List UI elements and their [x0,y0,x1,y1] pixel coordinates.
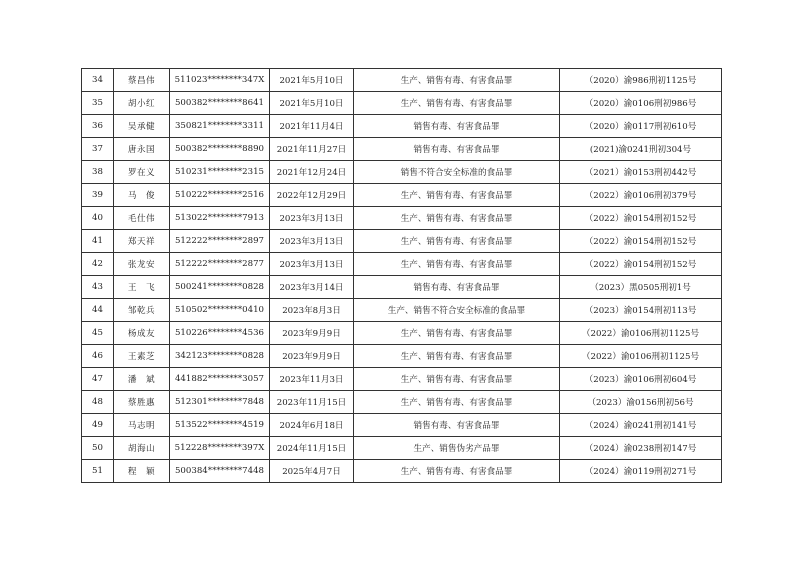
table-row [82,161,722,184]
table-row [82,345,722,368]
case-number: （2022）渝0106刑初1125号 [560,322,722,345]
id-number: 510502********0410 [170,299,270,322]
row-number: 41 [82,230,114,253]
crime-name: 生产、销售伪劣产品罪 [354,437,560,460]
id-number: 512222********2877 [170,253,270,276]
record-date: 2023年8月3日 [270,299,354,322]
crime-name: 销售不符合安全标准的食品罪 [354,161,560,184]
crime-name: 生产、销售有毒、有害食品罪 [354,230,560,253]
row-number: 34 [82,69,114,92]
row-number: 40 [82,207,114,230]
row-number: 35 [82,92,114,115]
case-number: （2020）渝986刑初1125号 [560,69,722,92]
row-number: 39 [82,184,114,207]
table-row [82,299,722,322]
person-name: 邹乾兵 [114,299,170,322]
table-row [82,322,722,345]
case-number: （2024）渝0238刑初147号 [560,437,722,460]
id-number: 342123********0828 [170,345,270,368]
person-name: 马志明 [114,414,170,437]
id-number: 500382********8641 [170,92,270,115]
person-name: 胡小红 [114,92,170,115]
row-number: 43 [82,276,114,299]
id-number: 513022********7913 [170,207,270,230]
id-number: 511023********347X [170,69,270,92]
record-date: 2021年12月24日 [270,161,354,184]
id-number: 512222********2897 [170,230,270,253]
id-number: 512301********7848 [170,391,270,414]
person-name: 张龙安 [114,253,170,276]
record-date: 2023年3月13日 [270,207,354,230]
person-name: 程 颖 [114,460,170,483]
record-date: 2021年5月10日 [270,69,354,92]
case-number: （2023）渝0154刑初113号 [560,299,722,322]
crime-name: 生产、销售有毒、有害食品罪 [354,368,560,391]
crime-name: 生产、销售有毒、有害食品罪 [354,184,560,207]
person-name: 唐永国 [114,138,170,161]
crime-name: 销售有毒、有害食品罪 [354,115,560,138]
row-number: 51 [82,460,114,483]
person-name: 马 俊 [114,184,170,207]
record-date: 2025年4月7日 [270,460,354,483]
person-name: 胡海山 [114,437,170,460]
case-number: （2020）渝0106刑初986号 [560,92,722,115]
id-number: 500382********8890 [170,138,270,161]
crime-name: 生产、销售有毒、有害食品罪 [354,322,560,345]
row-number: 46 [82,345,114,368]
row-number: 42 [82,253,114,276]
table-row [82,115,722,138]
record-date: 2022年12月29日 [270,184,354,207]
crime-name: 生产、销售有毒、有害食品罪 [354,345,560,368]
record-date: 2024年6月18日 [270,414,354,437]
record-date: 2023年9月9日 [270,345,354,368]
case-number: （2023）渝0156刑初56号 [560,391,722,414]
person-name: 杨成友 [114,322,170,345]
crime-name: 生产、销售不符合安全标准的食品罪 [354,299,560,322]
table-row [82,138,722,161]
person-name: 罗在义 [114,161,170,184]
row-number: 47 [82,368,114,391]
id-number: 510226********4536 [170,322,270,345]
person-name: 王 飞 [114,276,170,299]
row-number: 45 [82,322,114,345]
case-number: （2023）黑0505刑初1号 [560,276,722,299]
record-date: 2023年3月13日 [270,230,354,253]
records-table-body [82,69,722,483]
record-date: 2021年11月4日 [270,115,354,138]
table-row [82,460,722,483]
records-table [81,68,722,483]
case-number: （2022）渝0106刑初379号 [560,184,722,207]
record-date: 2023年11月15日 [270,391,354,414]
case-number: （2024）渝0119刑初271号 [560,460,722,483]
person-name: 潘 斌 [114,368,170,391]
id-number: 513522********4519 [170,414,270,437]
case-number: （2023）渝0106刑初604号 [560,368,722,391]
case-number: （2022）渝0154刑初152号 [560,230,722,253]
record-date: 2023年11月3日 [270,368,354,391]
id-number: 500241********0828 [170,276,270,299]
id-number: 510222********2516 [170,184,270,207]
table-row [82,276,722,299]
id-number: 350821********3311 [170,115,270,138]
table-row [82,69,722,92]
crime-name: 生产、销售有毒、有害食品罪 [354,391,560,414]
table-row [82,253,722,276]
case-number: （2022）渝0154刑初152号 [560,253,722,276]
record-date: 2021年11月27日 [270,138,354,161]
person-name: 吴承健 [114,115,170,138]
record-date: 2021年5月10日 [270,92,354,115]
person-name: 毛仕伟 [114,207,170,230]
row-number: 36 [82,115,114,138]
id-number: 441882********3057 [170,368,270,391]
case-number: （2024）渝0241刑初141号 [560,414,722,437]
record-date: 2023年3月14日 [270,276,354,299]
case-number: （2022）渝0154刑初152号 [560,207,722,230]
id-number: 512228********397X [170,437,270,460]
row-number: 50 [82,437,114,460]
crime-name: 生产、销售有毒、有害食品罪 [354,253,560,276]
crime-name: 生产、销售有毒、有害食品罪 [354,69,560,92]
case-number: (2021)渝0241刑初304号 [560,138,722,161]
crime-name: 销售有毒、有害食品罪 [354,138,560,161]
person-name: 郑天祥 [114,230,170,253]
row-number: 38 [82,161,114,184]
table-row [82,230,722,253]
person-name: 蔡胜惠 [114,391,170,414]
record-date: 2023年9月9日 [270,322,354,345]
table-row [82,414,722,437]
person-name: 王素芝 [114,345,170,368]
crime-name: 生产、销售有毒、有害食品罪 [354,207,560,230]
row-number: 48 [82,391,114,414]
id-number: 500384********7448 [170,460,270,483]
id-number: 510231********2315 [170,161,270,184]
table-row [82,437,722,460]
crime-name: 销售有毒、有害食品罪 [354,414,560,437]
table-row [82,92,722,115]
table-row [82,391,722,414]
crime-name: 生产、销售有毒、有害食品罪 [354,460,560,483]
table-row [82,207,722,230]
case-number: （2021）渝0153刑初442号 [560,161,722,184]
crime-name: 销售有毒、有害食品罪 [354,276,560,299]
table-row [82,184,722,207]
person-name: 蔡昌伟 [114,69,170,92]
table-row [82,368,722,391]
row-number: 37 [82,138,114,161]
record-date: 2023年3月13日 [270,253,354,276]
crime-name: 生产、销售有毒、有害食品罪 [354,92,560,115]
case-number: （2020）渝0117刑初610号 [560,115,722,138]
record-date: 2024年11月15日 [270,437,354,460]
row-number: 49 [82,414,114,437]
row-number: 44 [82,299,114,322]
case-number: （2022）渝0106刑初1125号 [560,345,722,368]
